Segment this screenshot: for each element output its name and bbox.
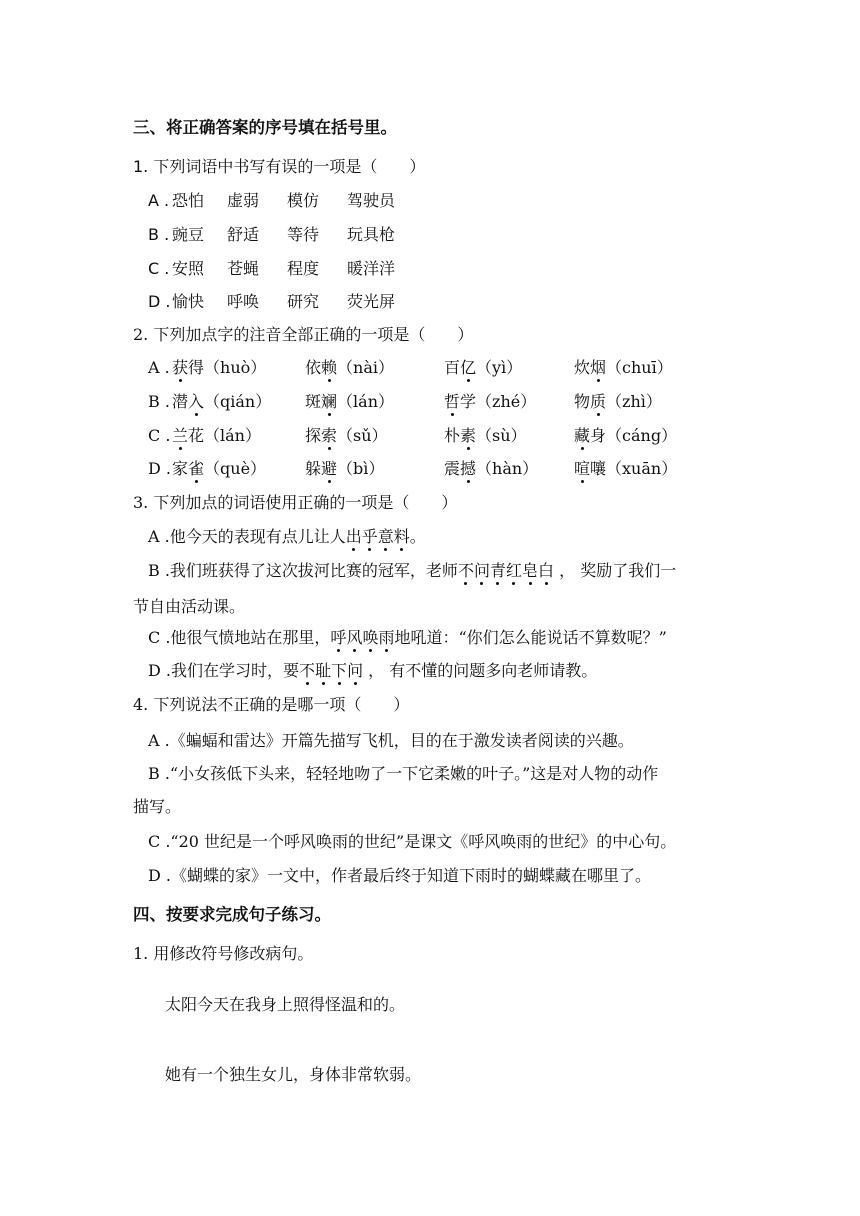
q4-option-d: D .《蝴蝶的家》一文中，作者最后终于知道下雨时的蝴蝶藏在哪里了。 [148,866,652,885]
option-label: A . [148,191,170,210]
option-word: 百亿（yì） [444,358,523,377]
option-word: 玩具枪 [347,225,396,244]
option-word: 喧嚷（xuān） [574,459,678,478]
option-word: 躲避（bì） [305,459,385,478]
option-row [148,191,395,211]
option-word: 苍蝇 [227,259,260,278]
q4-option-b-line2: 描写。 [133,797,182,816]
option-label: B . [148,225,170,244]
option-word: 舒适 [227,225,260,244]
option-row [148,292,395,312]
option-label: C . [148,426,171,445]
sentence-1: 太阳今天在我身上照得怪温和的。 [165,995,406,1014]
option-word: 荧光屏 [347,292,396,311]
option-word: 斑斓（lán） [305,392,394,411]
option-label: B . [148,392,170,411]
q4-option-c: C .“20 世纪是一个呼风唤雨的世纪”是课文《呼风唤雨的世纪》的中心句。 [148,832,677,851]
option-word: 兰花（lán） [172,426,261,445]
option-row [148,358,673,378]
option-word: 虚弱 [227,191,260,210]
q3-option-a: A .他今天的表现有点儿让人出乎意料。 [148,527,426,546]
option-label: C . [148,259,170,278]
section-3-title: 三、将正确答案的序号填在括号里。 [133,118,397,137]
option-word: 获得（huò） [172,358,267,377]
option-word: 研究 [287,292,320,311]
q3-option-c: C .他很气愤地站在那里，呼风唤雨地吼道：“你们怎么能说话不算数呢？” [148,628,667,647]
option-word: 朴素（sù） [444,426,527,445]
option-word: 藏身（cáng） [574,426,678,445]
section-4-title: 四、按要求完成句子练习。 [133,905,331,924]
option-word: 暖洋洋 [347,259,396,278]
option-word: 家雀（què） [172,459,267,478]
option-word: 愉快 [172,292,205,311]
q4-option-b-line1: B .“小女孩低下头来，轻轻地吻了一下它柔嫩的叶子。”这是对人物的动作 [148,764,659,783]
q4-option-a: A .《蝙蝠和雷达》开篇先描写飞机，目的在于激发读者阅读的兴趣。 [148,731,634,750]
option-word: 模仿 [287,191,320,210]
q3-option-b-line1: B .我们班获得了这次拔河比赛的冠军，老师不问青红皂白 ， 奖励了我们一 [148,561,677,580]
q3-stem: 3. 下列加点的词语使用正确的一项是（ ） [133,493,458,512]
option-label: D . [148,459,171,478]
option-row [148,392,662,412]
q1-stem: 1. 下列词语中书写有误的一项是（ ） [133,157,426,176]
option-word: 豌豆 [172,225,205,244]
q4-stem: 4. 下列说法不正确的是哪一项（ ） [133,695,410,714]
q3-option-b-line2: 节自由活动课。 [133,597,246,616]
q2-stem: 2. 下列加点字的注音全部正确的一项是（ ） [133,325,474,344]
option-word: 等待 [287,225,320,244]
option-row [148,426,677,446]
option-word: 依赖（nài） [305,358,394,377]
sentence-2: 她有一个独生女儿，身体非常软弱。 [165,1065,422,1084]
option-word: 安照 [172,259,205,278]
option-word: 潜入（qián） [172,392,272,411]
option-word: 物质（zhì） [574,392,662,411]
option-word: 震撼（hàn） [444,459,539,478]
option-row [148,259,395,279]
option-word: 炊烟（chuī） [574,358,673,377]
option-label: D . [148,292,171,311]
option-label: A . [148,358,170,377]
q3-option-d: D .我们在学习时，要不耻下问 ， 有不懂的问题多向老师请教。 [148,661,598,680]
option-word: 哲学（zhé） [444,392,537,411]
option-row [148,225,395,245]
option-word: 恐怕 [172,191,205,210]
option-row [148,459,677,479]
option-word: 驾驶员 [347,191,396,210]
option-word: 探索（sǔ） [305,426,388,445]
option-word: 呼唤 [227,292,260,311]
option-word: 程度 [287,259,320,278]
s4-q1-stem: 1. 用修改符号修改病句。 [133,944,314,963]
